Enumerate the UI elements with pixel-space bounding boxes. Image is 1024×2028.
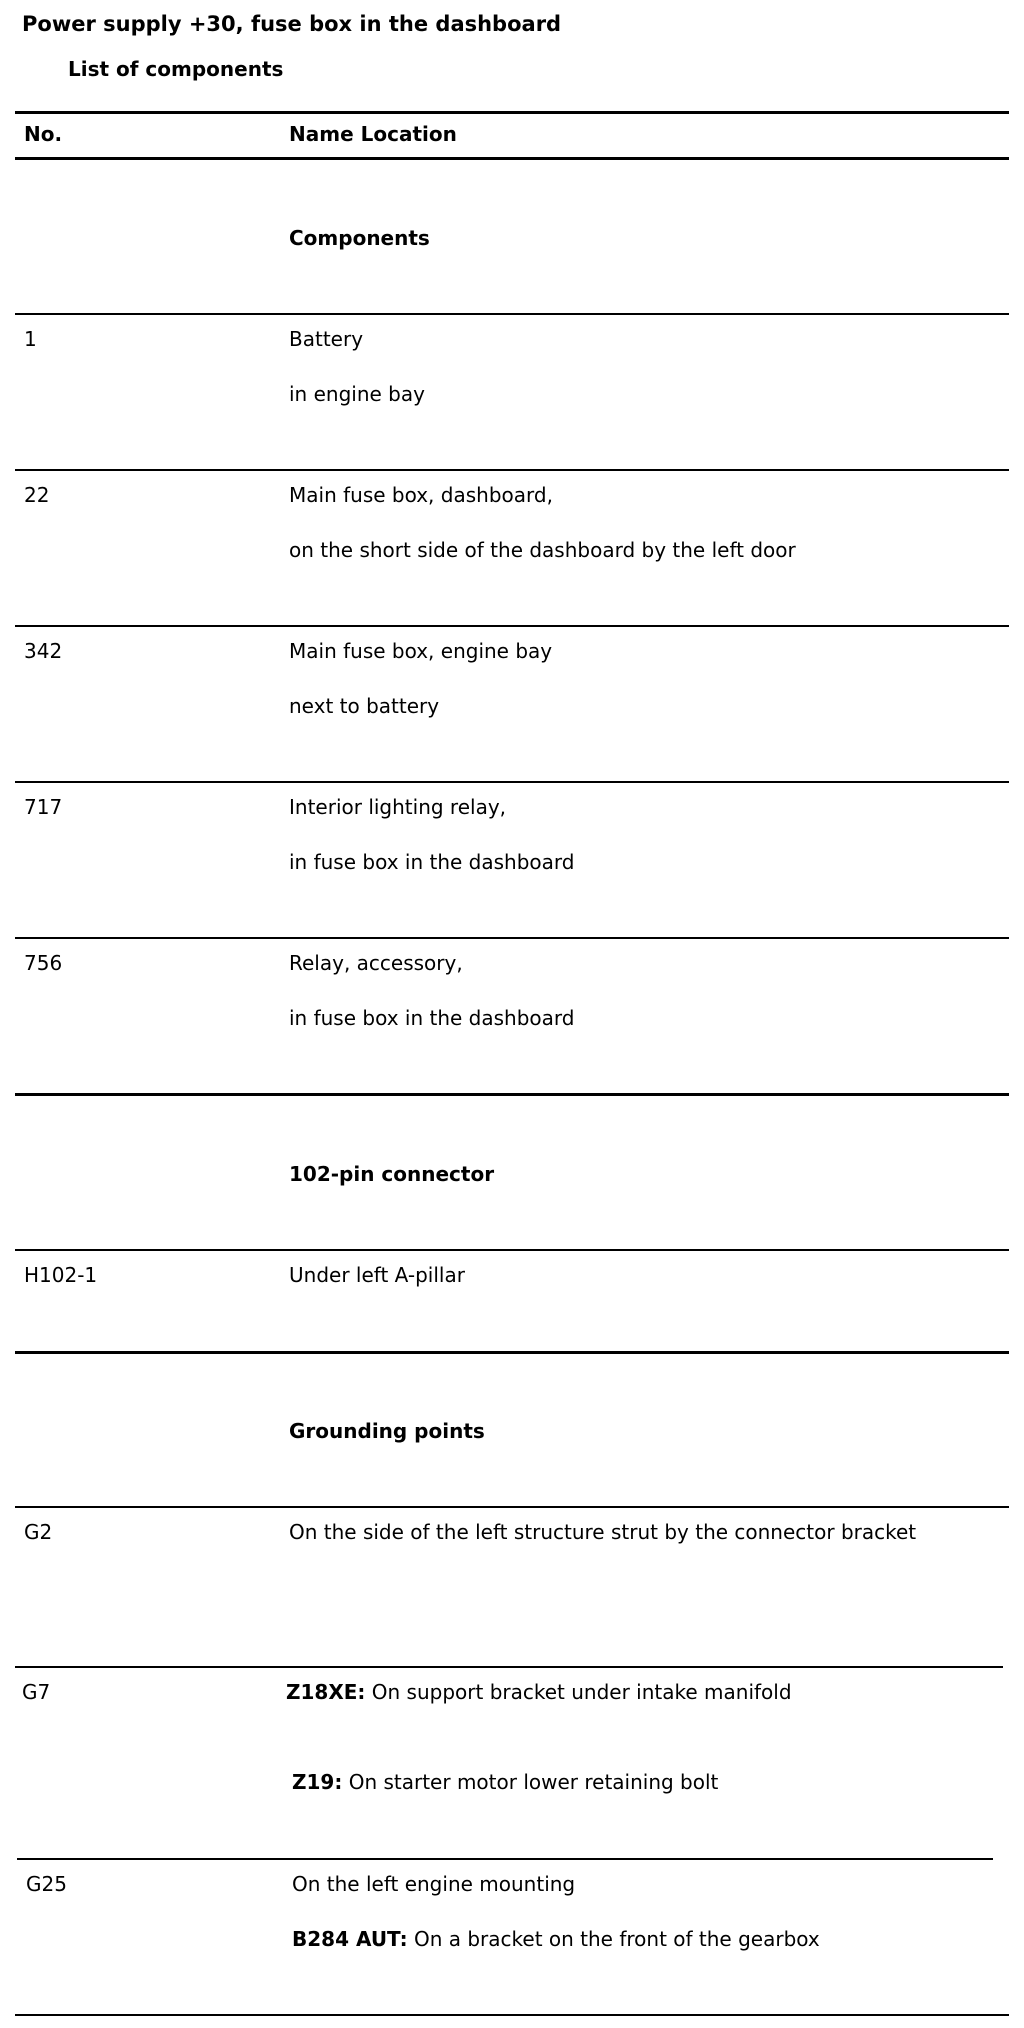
row-divider [15, 781, 1009, 783]
row-22-name: Main fuse box, dashboard, [289, 483, 553, 507]
row-divider [15, 937, 1009, 939]
section-divider [15, 1093, 1009, 1096]
header-name-location: Name Location [289, 122, 457, 146]
row-717-location: in fuse box in the dashboard [289, 850, 575, 874]
row-divider [15, 1249, 1009, 1251]
row-1-name: Battery [289, 327, 364, 351]
row-divider [15, 625, 1009, 627]
engine-code-label: Z19: [292, 1770, 343, 1794]
engine-code-label: B284 AUT: [292, 1927, 408, 1951]
row-g7-no: G7 [22, 1680, 51, 1704]
location-text: On a bracket on the front of the gearbox [407, 1927, 820, 1951]
row-717-name: Interior lighting relay, [289, 795, 507, 819]
row-h102-1-no: H102-1 [24, 1263, 98, 1287]
section-components: Components [289, 226, 430, 250]
row-22-location: on the short side of the dashboard by the left door [289, 538, 796, 562]
row-756-no: 756 [24, 951, 63, 975]
row-342-location: next to battery [289, 694, 440, 718]
engine-code-label: Z18XE: [286, 1680, 366, 1704]
row-22-no: 22 [24, 483, 50, 507]
row-divider [15, 313, 1009, 315]
row-342-no: 342 [24, 639, 63, 663]
row-g7-line2 [292, 1768, 718, 1796]
location-text: On support bracket under intake manifold [365, 1680, 792, 1704]
row-g2-name: On the side of the left structure strut by the connector bracket [289, 1520, 917, 1544]
row-divider [15, 1666, 1003, 1668]
section-divider [15, 1351, 1009, 1354]
location-text: On starter motor lower retaining bolt [342, 1770, 719, 1794]
page-title: Power supply +30, fuse box in the dashboard [22, 12, 562, 36]
row-g25-no: G25 [26, 1872, 67, 1896]
row-divider [15, 1506, 1009, 1508]
section-connector: 102-pin connector [289, 1162, 495, 1186]
row-g25-name: On the left engine mounting [292, 1872, 576, 1896]
row-g7-line1 [286, 1678, 792, 1706]
row-1-no: 1 [24, 327, 37, 351]
page-subtitle: List of components [68, 57, 284, 81]
section-grounding: Grounding points [289, 1419, 485, 1443]
row-756-location: in fuse box in the dashboard [289, 1006, 575, 1030]
row-342-name: Main fuse box, engine bay [289, 639, 553, 663]
row-1-location: in engine bay [289, 382, 425, 406]
row-h102-1-name: Under left A-pillar [289, 1263, 465, 1287]
row-divider [15, 469, 1009, 471]
row-717-no: 717 [24, 795, 63, 819]
row-divider [17, 1858, 993, 1860]
header-bottom-rule [15, 157, 1009, 160]
table-bottom-rule [15, 2014, 1009, 2016]
row-g25-line2 [292, 1925, 820, 1953]
table-top-rule [15, 111, 1009, 114]
header-no: No. [24, 122, 63, 146]
row-756-name: Relay, accessory, [289, 951, 463, 975]
row-g2-no: G2 [24, 1520, 53, 1544]
